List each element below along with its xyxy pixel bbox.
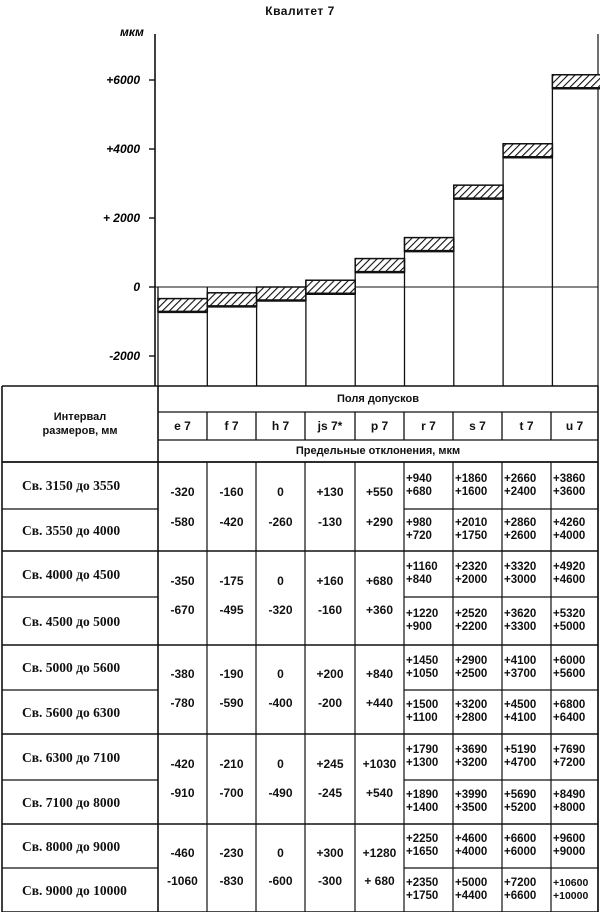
deviation-value: +2900 xyxy=(455,654,488,667)
deviation-value: +3700 xyxy=(504,667,537,680)
deviation-lower: -600 xyxy=(268,873,293,888)
deviation-lower: -420 xyxy=(219,514,244,529)
deviation-pair xyxy=(453,645,502,690)
deviation-value: +4600 xyxy=(553,574,586,586)
deviation-pair xyxy=(453,462,502,509)
deviation-upper: +680 xyxy=(365,573,394,588)
deviation-pair xyxy=(453,824,502,868)
y-unit-label: мкм xyxy=(120,25,144,39)
deviation-lower: -320 xyxy=(268,602,293,617)
deviation-value: +8000 xyxy=(553,802,586,814)
deviation-value: +3600 xyxy=(553,485,586,498)
column-header-3: js 7* xyxy=(317,418,343,433)
row-label: Св. 8000 до 9000 xyxy=(22,838,121,854)
deviation-pair xyxy=(404,868,453,912)
deviation-value: +680 xyxy=(406,485,432,498)
deviation-value: +2250 xyxy=(406,833,439,845)
deviation-lower: -580 xyxy=(170,514,195,529)
deviation-value: +1890 xyxy=(406,789,439,801)
deviation-pair xyxy=(551,645,598,690)
deviation-value: +9000 xyxy=(553,846,586,858)
deviation-pair xyxy=(502,645,551,690)
deviation-upper: -380 xyxy=(170,667,195,681)
deviation-pair xyxy=(502,734,551,780)
deviation-value: +2800 xyxy=(455,712,488,724)
deviation-value: +2350 xyxy=(406,877,439,889)
deviation-pair xyxy=(404,597,453,645)
deviation-pair xyxy=(453,734,502,780)
deviation-lower: -260 xyxy=(268,514,293,529)
deviation-lower: -910 xyxy=(170,785,195,800)
y-tick-label: -2000 xyxy=(109,349,140,363)
y-tick-label: + 2000 xyxy=(102,211,140,225)
deviation-value: +4920 xyxy=(553,561,586,573)
deviation-value: +3500 xyxy=(455,802,488,814)
deviation-upper: -460 xyxy=(170,845,195,860)
deviation-upper: -420 xyxy=(170,756,195,771)
deviation-upper: +200 xyxy=(316,667,344,681)
deviation-value: +1300 xyxy=(406,757,439,769)
deviation-value: +4100 xyxy=(504,654,537,667)
deviation-pair xyxy=(551,868,598,912)
deviation-upper: -210 xyxy=(219,756,244,771)
deviation-pair xyxy=(551,462,598,509)
deviation-pair xyxy=(502,824,551,868)
deviation-value: +7690 xyxy=(553,744,586,756)
deviation-value: +1500 xyxy=(406,699,439,711)
deviation-pair xyxy=(551,597,598,645)
deviation-value: +940 xyxy=(406,472,432,485)
deviation-lower: -780 xyxy=(170,695,195,710)
deviation-value: +3690 xyxy=(455,744,488,756)
deviation-value: +4400 xyxy=(455,890,488,902)
deviation-upper: 0 xyxy=(277,756,284,771)
deviation-lower: -300 xyxy=(317,873,343,888)
deviation-value: +1750 xyxy=(455,530,488,542)
deviation-upper: +300 xyxy=(316,845,344,860)
deviation-pair xyxy=(453,509,502,551)
deviation-value: +6400 xyxy=(553,712,586,724)
deviation-value: +3620 xyxy=(504,608,537,620)
row-label: Св. 4500 до 5000 xyxy=(22,613,121,629)
deviation-upper: +550 xyxy=(365,485,394,499)
deviation-pair xyxy=(404,690,453,734)
deviation-value: +10000 xyxy=(553,890,589,902)
y-tick-label: 0 xyxy=(133,280,140,294)
column-header-7: t 7 xyxy=(519,418,534,433)
deviation-pair xyxy=(404,734,453,780)
deviation-pair xyxy=(551,551,598,597)
deviation-pair xyxy=(502,597,551,645)
deviation-value: +2320 xyxy=(455,561,488,573)
deviation-lower: +360 xyxy=(365,602,394,617)
deviation-value: +6000 xyxy=(504,846,537,858)
deviation-value: +6000 xyxy=(553,654,586,667)
deviation-value: +4500 xyxy=(504,699,537,711)
deviation-upper: 0 xyxy=(277,845,284,860)
deviation-value: +1650 xyxy=(406,846,439,858)
deviation-upper: -175 xyxy=(219,573,244,588)
deviation-upper: +160 xyxy=(316,573,344,588)
deviation-pair xyxy=(502,690,551,734)
deviation-pair xyxy=(551,780,598,824)
deviation-lower: -1060 xyxy=(167,873,198,888)
deviation-value: +5200 xyxy=(504,802,537,814)
deviation-value: +2860 xyxy=(504,517,537,529)
deviation-pair xyxy=(404,645,453,690)
deviation-value: +2000 xyxy=(455,574,488,586)
row-label: Св. 4000 до 4500 xyxy=(22,566,121,582)
deviation-lower: -200 xyxy=(317,695,343,710)
deviation-value: +2660 xyxy=(504,472,537,485)
deviation-lower: +290 xyxy=(365,514,394,529)
deviation-value: +3000 xyxy=(504,574,537,586)
deviation-lower: -130 xyxy=(317,514,343,529)
deviation-value: +5600 xyxy=(553,667,586,680)
deviation-value: +1100 xyxy=(406,712,438,724)
deviation-value: +4000 xyxy=(455,846,488,858)
deviation-value: +8490 xyxy=(553,789,586,801)
deviation-value: +10600 xyxy=(553,877,589,889)
row-label: Св. 9000 до 10000 xyxy=(22,882,127,898)
deviation-pair xyxy=(404,462,453,509)
page-title: Квалитет 7 xyxy=(265,4,335,18)
deviation-pair xyxy=(502,462,551,509)
deviation-pair xyxy=(551,509,598,551)
deviation-upper: +840 xyxy=(365,667,394,681)
deviation-value: +980 xyxy=(406,517,432,529)
column-header-0: e 7 xyxy=(174,418,191,433)
deviation-lower: -700 xyxy=(219,785,244,800)
deviation-upper: +130 xyxy=(316,485,344,499)
row-label: Св. 3150 до 3550 xyxy=(22,478,121,493)
column-header-8: u 7 xyxy=(565,418,584,433)
deviation-value: +6600 xyxy=(504,833,537,845)
deviation-lower: + 680 xyxy=(364,873,395,888)
deviation-value: +3860 xyxy=(553,472,586,485)
deviation-pair xyxy=(453,690,502,734)
deviation-value: +3200 xyxy=(455,757,488,769)
deviation-value: +840 xyxy=(406,574,432,586)
y-tick-label: +6000 xyxy=(106,73,140,87)
row-label: Св. 7100 до 8000 xyxy=(22,794,121,810)
deviation-value: +4000 xyxy=(553,530,586,542)
deviation-pair xyxy=(404,509,453,551)
row-label: Св. 5000 до 5600 xyxy=(22,660,121,675)
deviation-pair xyxy=(551,690,598,734)
deviation-upper: 0 xyxy=(277,573,284,588)
deviation-value: +3320 xyxy=(504,561,537,573)
deviation-lower: -245 xyxy=(317,785,343,800)
deviation-lower: -400 xyxy=(268,695,293,710)
deviation-pair xyxy=(453,780,502,824)
deviation-lower: -495 xyxy=(219,602,244,617)
deviation-value: +2520 xyxy=(455,608,488,620)
deviation-value: +1400 xyxy=(406,802,439,814)
column-header-2: h 7 xyxy=(271,418,290,433)
deviation-value: +2010 xyxy=(455,517,488,529)
deviation-value: +5000 xyxy=(455,877,488,889)
deviation-value: +1220 xyxy=(406,608,439,620)
deviation-lower: +440 xyxy=(365,695,394,710)
deviation-value: +5190 xyxy=(504,744,537,756)
deviation-pair xyxy=(453,551,502,597)
deviations-header: Предельные отклонения, мкм xyxy=(295,444,461,457)
fields-header: Поля допусков xyxy=(337,392,419,405)
row-label: Св. 3550 до 4000 xyxy=(22,522,121,538)
deviation-upper: -230 xyxy=(219,845,244,860)
deviation-value: +5000 xyxy=(553,621,586,633)
deviation-value: +4100 xyxy=(504,712,537,724)
deviation-value: +1790 xyxy=(406,744,439,756)
deviation-lower: -490 xyxy=(268,785,293,800)
deviation-upper: -190 xyxy=(219,667,244,681)
column-header-5: r 7 xyxy=(421,418,436,433)
deviation-upper: 0 xyxy=(277,667,284,681)
deviation-lower: +540 xyxy=(365,785,394,800)
deviation-pair xyxy=(404,551,453,597)
deviation-upper: -160 xyxy=(219,485,244,499)
deviation-value: +2500 xyxy=(455,667,488,680)
deviation-pair xyxy=(453,868,502,912)
deviation-lower: -590 xyxy=(219,695,244,710)
deviation-pair xyxy=(502,551,551,597)
deviation-value: +7200 xyxy=(553,757,586,769)
deviation-pair xyxy=(551,734,598,780)
deviation-value: +6600 xyxy=(504,890,537,902)
deviation-lower: -670 xyxy=(170,602,195,617)
deviation-upper: +245 xyxy=(316,756,344,771)
deviation-value: +2400 xyxy=(504,485,537,498)
deviation-upper: -350 xyxy=(170,573,195,588)
deviation-value: +9600 xyxy=(553,833,586,845)
deviation-upper: +1280 xyxy=(362,845,397,860)
deviation-value: +720 xyxy=(406,530,432,542)
deviation-upper: +1030 xyxy=(362,756,397,771)
deviation-pair xyxy=(453,597,502,645)
deviation-pair xyxy=(404,780,453,824)
deviation-upper: -320 xyxy=(170,485,195,499)
deviation-value: +7200 xyxy=(504,877,537,889)
deviation-lower: -160 xyxy=(317,602,343,617)
column-header-4: p 7 xyxy=(370,418,389,433)
row-label: Св. 6300 до 7100 xyxy=(22,749,121,765)
deviation-value: +1600 xyxy=(455,485,488,498)
deviation-value: +5690 xyxy=(504,789,537,801)
deviation-value: +1160 xyxy=(406,561,438,573)
deviation-value: +3300 xyxy=(504,621,537,633)
deviation-pair xyxy=(404,824,453,868)
deviation-value: +5320 xyxy=(553,608,586,620)
interval-header: Интервал размеров, мм xyxy=(42,411,118,437)
deviation-lower: -830 xyxy=(219,873,244,888)
deviation-value: +2200 xyxy=(455,621,488,633)
deviation-value: +4260 xyxy=(553,517,586,529)
deviation-pair xyxy=(502,780,551,824)
column-header-6: s 7 xyxy=(469,418,486,433)
deviation-pair xyxy=(551,824,598,868)
deviation-value: +2600 xyxy=(504,530,537,542)
row-label: Св. 5600 до 6300 xyxy=(22,704,121,720)
deviation-value: +3200 xyxy=(455,699,488,711)
deviation-upper: 0 xyxy=(277,485,284,499)
deviation-value: +6800 xyxy=(553,699,586,711)
deviation-value: +900 xyxy=(406,621,432,633)
y-tick-label: +4000 xyxy=(106,142,140,156)
deviation-value: +4700 xyxy=(504,757,537,769)
deviation-pair xyxy=(502,868,551,912)
deviation-value: +3990 xyxy=(455,789,488,801)
deviation-value: +1050 xyxy=(406,667,439,680)
deviation-value: +1860 xyxy=(455,472,488,485)
deviation-pair xyxy=(502,509,551,551)
deviation-value: +1750 xyxy=(406,890,439,902)
deviation-value: +4600 xyxy=(455,833,488,845)
column-header-1: f 7 xyxy=(224,418,239,433)
deviation-value: +1450 xyxy=(406,654,439,667)
